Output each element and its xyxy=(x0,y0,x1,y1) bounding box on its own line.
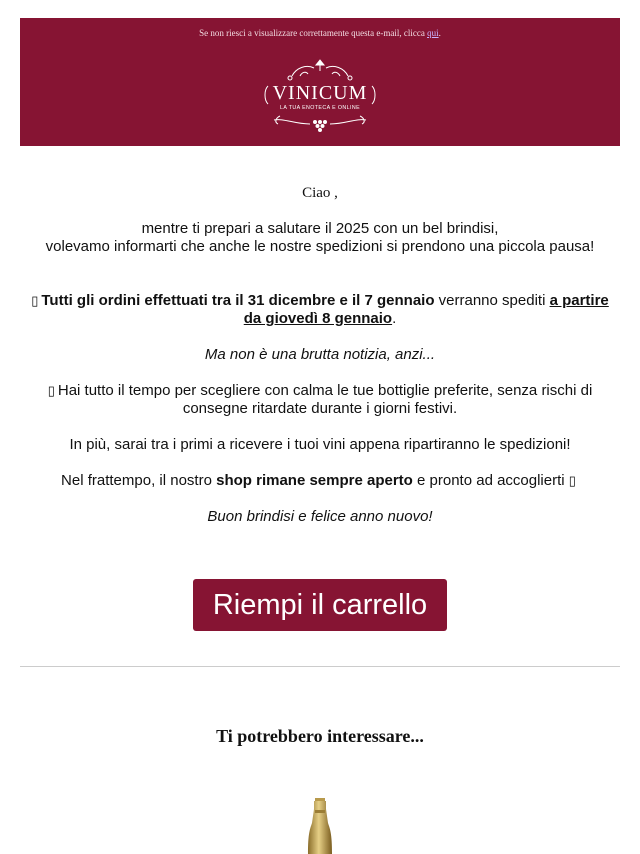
view-online-link[interactable]: qui xyxy=(427,28,439,38)
recommendations-title: Ti potrebbero interessare... xyxy=(216,726,424,746)
priority-paragraph: In più, sarai tra i primi a ricevere i tuoi vini appena ripartiranno le spedizioni! xyxy=(69,436,571,453)
shipping-date-link[interactable]: a partire da giovedì 8 gennaio xyxy=(243,292,609,327)
view-online-notice: Se non riesci a visualizzare correttamente questa e-mail, clicca qui. xyxy=(199,28,441,38)
product-bottle-image[interactable] xyxy=(300,796,340,854)
greeting: Ciao , xyxy=(302,185,338,201)
section-divider xyxy=(20,666,620,667)
logo-wordmark: VINICUM xyxy=(272,82,368,104)
vinicum-logo[interactable] xyxy=(260,56,380,138)
smile-icon: ▯ xyxy=(568,473,576,488)
wine-glass-icon: ▯ xyxy=(47,383,55,398)
shop-open-paragraph: Nel frattempo, il nostro shop rimane sempre aperto e pronto ad accoglierti ▯ xyxy=(61,472,576,489)
intro-paragraph: mentre ti prepari a salutare il 2025 con un bel brindisi, volevamo informarti che anche le nostre spedizioni si prendono una piccola pausa! xyxy=(45,220,595,255)
fill-cart-button[interactable]: Riempi il carrello xyxy=(193,579,447,631)
logo-tagline: LA TUA ENOTECA E ONLINE xyxy=(279,105,361,111)
calendar-icon: ▯ xyxy=(31,293,39,308)
reassurance-text: Ma non è una brutta notizia, anzi... xyxy=(204,346,436,363)
email-header xyxy=(20,18,620,146)
closing-wishes: Buon brindisi e felice anno nuovo! xyxy=(207,508,433,525)
shipping-pause-paragraph: ▯ Tutti gli ordini effettuati tra il 31 dicembre e il 7 gennaio verranno spediti a partire da giovedì 8 gennaio. xyxy=(31,292,609,327)
time-to-choose-paragraph: ▯ Hai tutto il tempo per scegliere con calma le tue bottiglie preferite, senza rischi di consegne ritardate durante i giorni festivi. xyxy=(47,382,593,417)
